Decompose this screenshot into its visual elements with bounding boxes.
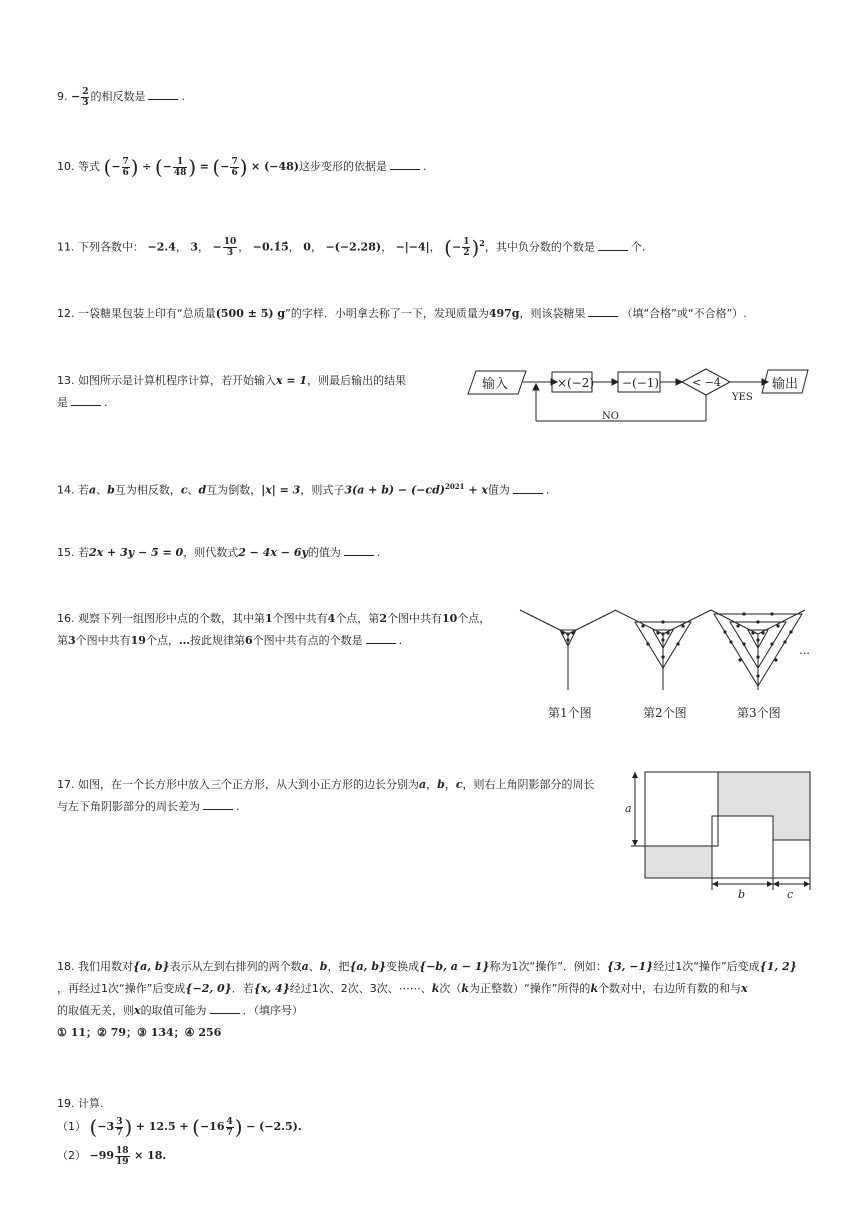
answer-blank[interactable] xyxy=(148,87,178,100)
question-15: 15. 若2x + 3y − 5 = 0，则代数式2 − 4x − 6y的值为 . xyxy=(57,542,380,564)
question-16: 16. 观察下列一组图形中点的个数，其中第1个图中共有4个点，第2个图中共有10个点， 第3个图中共有19个点，…按此规律第6个图中共有点的个数是 . xyxy=(57,612,491,647)
dot-pattern-figure xyxy=(515,602,815,724)
answer-blank[interactable] xyxy=(203,797,233,810)
question-9: 9. − $\frac{2}{3}$ 的相反数是 . xyxy=(57,86,185,108)
flow-output: 输出 xyxy=(772,377,799,392)
rectangle-squares-figure xyxy=(620,766,815,900)
answer-blank[interactable] xyxy=(366,631,396,644)
answer-blank[interactable] xyxy=(588,304,618,317)
figure-2-label: 第2个图 xyxy=(643,706,687,720)
answer-blank[interactable] xyxy=(344,543,374,556)
question-17: 17. 如图，在一个长方形中放入三个正方形，从大到小正方形的边长分别为a，b，c，则右上角阴影部分的周长 与左下角阴影部分的周长差为 . xyxy=(57,778,595,813)
question-10: 10. 等式 (− $\frac{7}{6}$ ) ÷ (− $\frac{1}{48}$ ) = (− $\frac{7}{6}$ ) × (−48)这步变形的依据是 . xyxy=(57,155,427,179)
label-c: c xyxy=(787,888,794,900)
answer-blank[interactable] xyxy=(210,1001,240,1014)
fraction: $\frac{1}{48}$ xyxy=(173,156,187,178)
figure-1-label: 第1个图 xyxy=(548,706,592,720)
flow-yes: YES xyxy=(732,392,753,403)
flowchart-figure xyxy=(466,364,816,426)
fraction: $\frac{10}{3}$ xyxy=(223,237,237,259)
question-14: 14. 若a、b互为相反数，c、d互为倒数，|x| = 3，则式子$3(a + b) - (-cd)^{2021} + x$值为 . xyxy=(57,482,550,497)
label-a: a xyxy=(625,802,632,815)
flow-op2: −(−1) xyxy=(622,376,660,390)
flow-no: NO xyxy=(602,411,619,422)
answer-blank[interactable] xyxy=(513,481,543,494)
question-19: 19. 计算. xyxy=(57,1097,104,1110)
flow-input: 输入 xyxy=(482,377,509,392)
ellipsis: … xyxy=(799,644,810,657)
question-18: 18. 我们用数对{a, b}表示从左到右排列的两个数a、b，把{a, b}变换成{−b, a − 1}称为1次“操作”．例如：{3, −1}经过1次“操作”后变成{1, 2} ，再经过1次“操作”后变成{−2, 0}．若{x, 4}经过1次、2次、3次、⋯⋯、k次（k为正整数）“操作”所得的k个数对中，右边所有数的和与x 的取值无关，则x的取值可能为 ．（填序号） ① 11；② 79；③ 134；④ 256 xyxy=(57,960,797,1039)
label-b: b xyxy=(738,888,746,900)
fraction: $\frac{7}{6}$ xyxy=(122,156,129,178)
answer-blank[interactable] xyxy=(390,157,420,170)
answer-blank[interactable] xyxy=(598,238,628,251)
flow-condition: < −4 xyxy=(692,376,721,389)
question-13: 13. 如图所示是计算机程序计算，若开始输入x = 1，则最后输出的结果 是 . xyxy=(57,374,407,409)
figure-3-label: 第3个图 xyxy=(737,706,781,720)
question-11: 11. 下列各数中： −2.4， 3， − $\frac{10}{3}$ ， −0.1̇5̇， 0， −(−2.28)， −|−4|， (− $\frac{1}{2}$ )$^2$，其中负分数的个数是 个. xyxy=(57,235,646,260)
fraction: $\frac{2}{3}$ xyxy=(82,86,89,108)
question-19-part-1: （1） (−3 $\frac{3}{7}$ ) + 12.5 + (−16 $\frac{4}{7}$ ) − (−2.5). xyxy=(57,1115,302,1139)
fraction: $\frac{7}{6}$ xyxy=(231,156,238,178)
answer-blank[interactable] xyxy=(71,393,101,406)
question-19-part-2: （2） −99 $\frac{18}{19}$ × 18. xyxy=(57,1145,167,1167)
question-12: 12. 一袋糖果包装上印有“总质量(500 ± 5) g”的字样．小明拿去称了一下，发现质量为497g，则该袋糖果 （填“合格”或“不合格”）. xyxy=(57,303,747,325)
fraction: $\frac{1}{2}$ xyxy=(463,237,470,259)
answer-options: ① 11；② 79；③ 134；④ 256 xyxy=(57,1026,222,1039)
flow-op1: ×(−2) xyxy=(557,376,595,390)
